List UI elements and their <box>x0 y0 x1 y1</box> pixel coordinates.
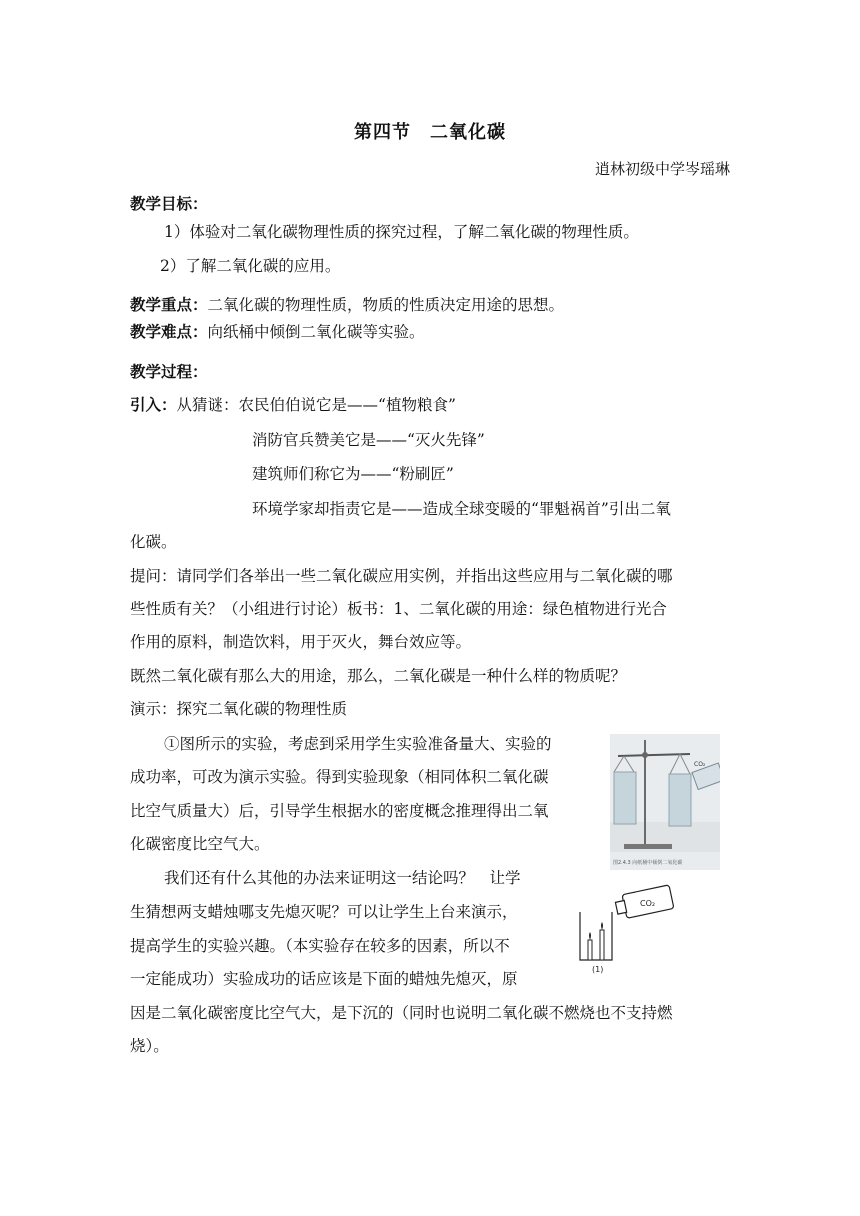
question-line-2: 些性质有关？（小组进行讨论）板书：1、二氧化碳的用途：绿色植物进行光合 <box>130 600 667 618</box>
key-point-text: 二氧化碳的物理性质，物质的性质决定用途的思想。 <box>207 296 565 314</box>
objective-item-2: 2）了解二氧化碳的应用。 <box>160 257 341 275</box>
key-point-label: 教学重点： <box>130 295 208 314</box>
difficulty-line <box>130 320 425 342</box>
intro-riddle-4: 环境学家却指责它是——造成全球变暖的“罪魁祸首”引出二氧 <box>252 500 671 518</box>
fig2-caption: (1) <box>592 965 604 974</box>
para2-line-3: 提高学生的实验兴趣。（本实验存在较多的因素，所以不 <box>130 937 510 955</box>
objective-item-1: 1）体验对二氧化碳物理性质的探究过程，了解二氧化碳的物理性质。 <box>164 223 639 241</box>
para2-line-1: 我们还有什么其他的办法来证明这一结论吗？ 让学 <box>164 869 521 887</box>
key-point-line <box>130 293 564 315</box>
process-heading: 教学过程： <box>130 362 208 381</box>
para2-line-4: 一定能成功）实验成功的话应该是下面的蜡烛先熄灭，原 <box>130 970 518 988</box>
para2-line-5: 因是二氧化碳密度比空气大，是下沉的（同时也说明二氧化碳不燃烧也不支持燃 <box>130 1004 673 1022</box>
para2-line-6: 烧）。 <box>130 1037 169 1055</box>
intro-riddle-1: 从猜谜：农民伯伯说它是——“植物粮食” <box>176 396 456 414</box>
fig1-co2-label: CO₂ <box>694 761 706 768</box>
para1-line-4: 化碳密度比空气大。 <box>130 835 270 853</box>
question-line-3: 作用的原料，制造饮料，用于灭火，舞台效应等。 <box>130 633 472 651</box>
para1-line-1: ①图所示的实验，考虑到采用学生实验准备量大、实验的 <box>164 735 552 753</box>
question-line-1: 提问：请同学们各举出一些二氧化碳应用实例，并指出这些应用与二氧化碳的哪 <box>130 567 673 585</box>
intro-riddle-4-cont: 化碳。 <box>130 533 177 551</box>
para1-line-3: 比空气质量大）后，引导学生根据水的密度概念推理得出二氧 <box>130 802 549 820</box>
para2-line-2: 生猜想两支蜡烛哪支先熄灭呢？可以让学生上台来演示， <box>130 903 518 921</box>
page-title: 第四节 二氧化碳 <box>354 122 506 143</box>
intro-riddle-3: 建筑师们称它为——“粉刷匠” <box>252 465 454 483</box>
para1-line-2: 成功率，可改为演示实验。得到实验现象（相同体积二氧化碳 <box>130 768 549 786</box>
fig2-co2-label: CO₂ <box>640 899 656 908</box>
difficulty-text: 向纸桶中倾倒二氧化碳等实验。 <box>207 323 425 341</box>
difficulty-label: 教学难点： <box>130 322 208 341</box>
transition-line: 既然二氧化碳有那么大的用途，那么，二氧化碳是一种什么样的物质呢？ <box>130 667 627 685</box>
intro-riddle-2: 消防官兵赞美它是——“灭火先锋” <box>252 431 485 449</box>
candle-experiment-figure <box>576 882 690 974</box>
objectives-heading: 教学目标： <box>130 194 208 213</box>
intro-label: 引入： <box>130 395 177 414</box>
fig1-caption: 图2.4.3 向纸桶中倾倒二氧化碳 <box>613 860 683 866</box>
balance-experiment-figure <box>610 734 720 870</box>
author-line: 逍林初级中学岑瑶琳 <box>594 160 730 178</box>
demo-line: 演示：探究二氧化碳的物理性质 <box>130 700 348 718</box>
intro-line-1 <box>130 393 456 415</box>
